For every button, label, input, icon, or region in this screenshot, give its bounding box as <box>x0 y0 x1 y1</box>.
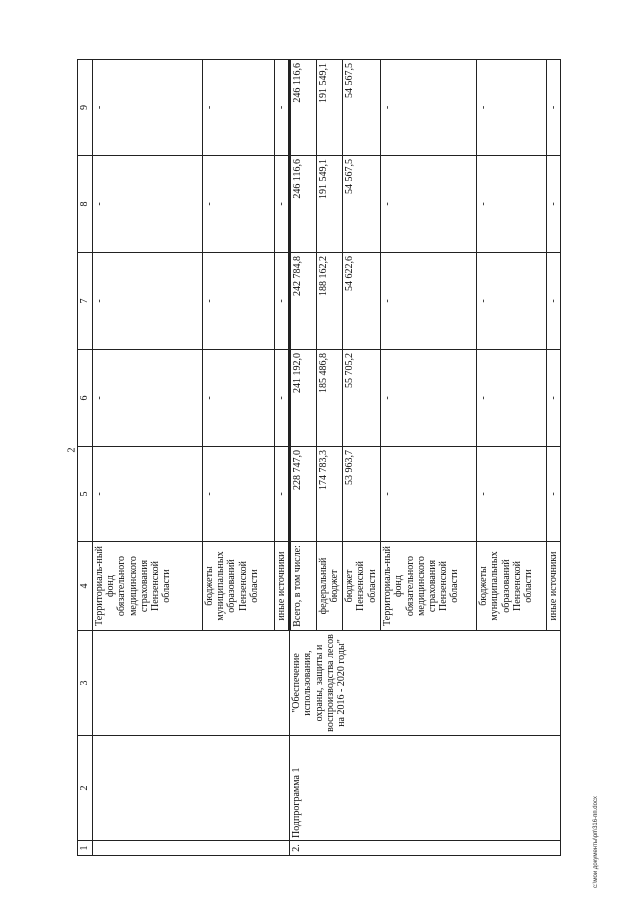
value-cell: 55 705,2 <box>343 350 381 447</box>
value-cell: - <box>203 447 275 542</box>
row-number: 2. <box>290 841 561 856</box>
col-header: 7 <box>78 253 93 350</box>
value-cell: - <box>547 350 561 447</box>
value-cell: - <box>275 253 290 350</box>
source-cell: иные источники <box>275 542 290 631</box>
column-number-row <box>78 60 93 856</box>
value-cell: 54 622,6 <box>343 253 381 350</box>
source-cell: Территориаль-ный фонд обязательного медицинского страхования Пензенской области <box>381 542 477 631</box>
col-header: 8 <box>78 156 93 253</box>
source-cell: бюджет Пензенской области <box>343 542 381 631</box>
value-cell: 228 747,0 <box>290 447 317 542</box>
value-cell: - <box>203 156 275 253</box>
value-cell: - <box>93 253 203 350</box>
value-cell: - <box>547 253 561 350</box>
empty-cell <box>93 841 290 856</box>
col-header: 1 <box>78 841 93 856</box>
table-row <box>93 60 203 856</box>
value-cell: 188 162,2 <box>317 253 343 350</box>
value-cell: - <box>203 253 275 350</box>
table-row <box>290 60 317 856</box>
value-cell: - <box>275 156 290 253</box>
source-cell: бюджеты муниципальных образований Пензенской области <box>203 542 275 631</box>
value-cell: - <box>381 60 477 156</box>
value-cell: 242 784,8 <box>290 253 317 350</box>
value-cell: - <box>547 447 561 542</box>
value-cell: - <box>203 60 275 156</box>
value-cell: - <box>381 350 477 447</box>
value-cell: - <box>275 350 290 447</box>
value-cell: - <box>477 60 547 156</box>
col-header: 9 <box>78 60 93 156</box>
value-cell: - <box>275 60 290 156</box>
value-cell: 174 783,3 <box>317 447 343 542</box>
value-cell: - <box>477 447 547 542</box>
source-cell: Всего, в том числе: <box>290 542 317 631</box>
col-header: 5 <box>78 447 93 542</box>
value-cell: - <box>381 253 477 350</box>
value-cell: - <box>381 447 477 542</box>
col-header: 6 <box>78 350 93 447</box>
value-cell: 53 963,7 <box>343 447 381 542</box>
subprogram-title: "Обеспечение использования, охраны, защиты и воспроизводства лесов на 2016 - 2020 годы" <box>290 631 561 736</box>
value-cell: - <box>93 60 203 156</box>
col-header: 2 <box>78 736 93 841</box>
col-header: 3 <box>78 631 93 736</box>
empty-cell <box>93 631 290 736</box>
empty-cell <box>93 736 290 841</box>
source-cell: бюджеты муниципальных образований Пензенской области <box>477 542 547 631</box>
value-cell: - <box>547 156 561 253</box>
source-cell: иные источники <box>547 542 561 631</box>
value-cell: - <box>93 350 203 447</box>
value-cell: 246 116,6 <box>290 60 317 156</box>
value-cell: - <box>477 253 547 350</box>
value-cell: - <box>547 60 561 156</box>
footer-file-path: c:\мои документы\рп\316-пп.docx <box>593 796 599 888</box>
value-cell: 241 192,0 <box>290 350 317 447</box>
value-cell: 246 116,6 <box>290 156 317 253</box>
value-cell: - <box>203 350 275 447</box>
value-cell: 191 549,1 <box>317 156 343 253</box>
source-cell: Территориаль-ный фонд обязательного медицинского страхования Пензенской области <box>93 542 203 631</box>
value-cell: - <box>93 447 203 542</box>
value-cell: - <box>93 156 203 253</box>
value-cell: - <box>381 156 477 253</box>
value-cell: 54 567,5 <box>343 60 381 156</box>
value-cell: 54 567,5 <box>343 156 381 253</box>
budget-table <box>77 59 561 856</box>
value-cell: - <box>477 350 547 447</box>
source-cell: федеральный бюджет <box>317 542 343 631</box>
value-cell: - <box>477 156 547 253</box>
subprogram-name: Подпрограмма 1 <box>290 736 561 841</box>
value-cell: 191 549,1 <box>317 60 343 156</box>
rotated-table-container <box>77 60 587 856</box>
col-header: 4 <box>78 542 93 631</box>
page-number: 2 <box>66 447 78 453</box>
value-cell: - <box>275 447 290 542</box>
value-cell: 185 486,8 <box>317 350 343 447</box>
